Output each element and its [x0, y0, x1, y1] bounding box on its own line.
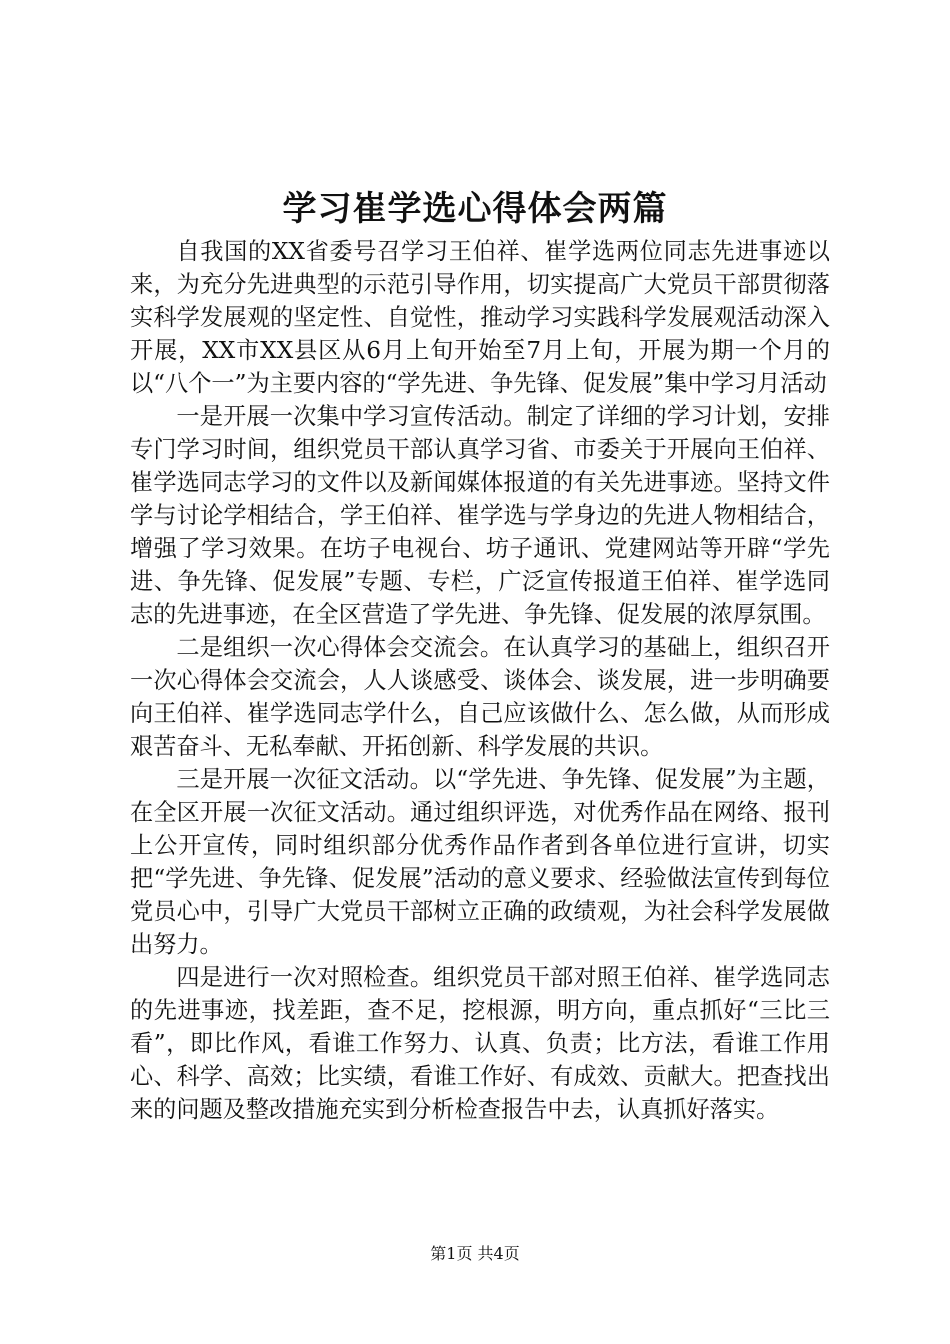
paragraph-intro: 自我国的XX省委号召学习王伯祥、崔学选两位同志先进事迹以来，为充分先进典型的示范引导作用，切实提高广大党员干部贯彻落实科学发展观的坚定性、自觉性，推动学习实践科学发展观活动深入开展，XX市XX县区从6月上旬开始至7月上旬，开展为期一个月的以“八个一”为主要内容的“学先进、争先锋、促发展”集中学习月活动 [130, 238, 830, 397]
paragraph-1: 一是开展一次集中学习宣传活动。制定了详细的学习计划，安排专门学习时间，组织党员干部认真学习省、市委关于开展向王伯祥、崔学选同志学习的文件以及新闻媒体报道的有关先进事迹。坚持文件学与讨论学相结合，学王伯祥、崔学选与学身边的先进人物相结合，增强了学习效果。在坊子电视台、坊子通讯、党建网站等开辟“学先进、争先锋、促发展”专题、专栏，广泛宣传报道王伯祥、崔学选同志的先进事迹，在全区营造了学先进、争先锋、促发展的浓厚氛围。 [130, 403, 830, 628]
page-number-footer: 第1页 共4页 [430, 1244, 520, 1263]
document-body [130, 235, 830, 1126]
paragraph-2: 二是组织一次心得体会交流会。在认真学习的基础上，组织召开一次心得体会交流会，人人谈感受、谈体会、谈发展，进一步明确要向王伯祥、崔学选同志学什么，自己应该做什么、怎么做，从而形成艰苦奋斗、无私奉献、开拓创新、科学发展的共识。 [130, 634, 830, 760]
paragraph-3: 三是开展一次征文活动。以“学先进、争先锋、促发展”为主题，在全区开展一次征文活动。通过组织评选，对优秀作品在网络、报刊上公开宣传，同时组织部分优秀作品作者到各单位进行宣讲，切实把“学先进、争先锋、促发展”活动的意义要求、经验做法宣传到每位党员心中，引导广大党员干部树立正确的政绩观，为社会科学发展做出努力。 [130, 766, 830, 958]
document-title: 学习崔学选心得体会两篇 [282, 189, 668, 229]
paragraph-4: 四是进行一次对照检查。组织党员干部对照王伯祥、崔学选同志的先进事迹，找差距，查不足，挖根源，明方向，重点抓好“三比三看”，即比作风，看谁工作努力、认真、负责；比方法，看谁工作用心、科学、高效；比实绩，看谁工作好、有成效、贡献大。把查找出来的问题及整改措施充实到分析检查报告中去，认真抓好落实。 [130, 964, 830, 1123]
